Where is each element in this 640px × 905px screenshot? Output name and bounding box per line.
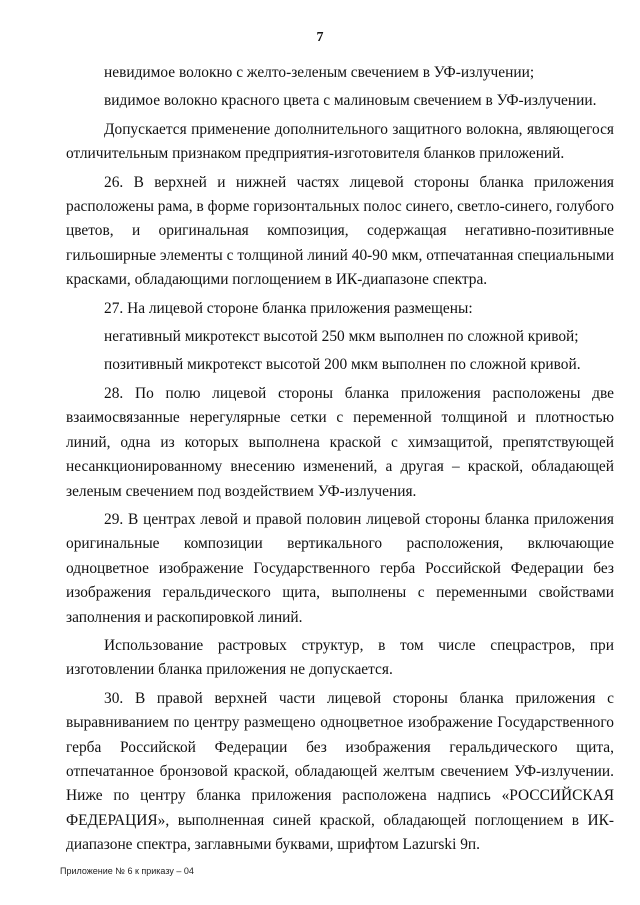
- paragraph-item-26: 26. В верхней и нижней частях лицевой стороны бланка приложения расположены рама, в форме горизонтальных полос синего, светло-синего, голубого цветов, и оригинальная композиция, содержащая негативно-позитивные гильоширные элементы с толщиной линий 40-90 мкм, отпечатанная специальными красками, обладающими поглощением в ИК-диапазоне спектра.: [66, 173, 614, 289]
- paragraph-negative-microtext: негативный микротекст высотой 250 мкм выполнен по сложной кривой;: [104, 328, 579, 346]
- paragraph-item-30: 30. В правой верхней части лицевой стороны бланка приложения с выравниванием по центру размещено одноцветное изображение Государственного герба Российской Федерации без изображения геральдического щита, отпечатанное бронзовой краской, обладающей желтым свечением УФ-излучении. Ниже по центру бланка приложения расположена надпись «РОССИЙСКАЯ ФЕДЕРАЦИЯ», выполненная синей краской, обладающей поглощением в ИК-диапазоне спектра, заглавными буквами, шрифтом Lazurski 9п.: [66, 689, 614, 854]
- paragraph-visible-fiber: видимое волокно красного цвета с малиновым свечением в УФ-излучении.: [104, 92, 597, 110]
- document-body: [66, 61, 614, 858]
- paragraph-item-27: 27. На лицевой стороне бланка приложения размещены:: [104, 299, 473, 317]
- page-footer: Приложение № 6 к приказу – 04: [60, 866, 194, 876]
- paragraph-raster-note: Использование растровых структур, в том числе спецрастров, при изготовлении бланка приложения не допускается.: [66, 636, 614, 679]
- paragraph-item-28: 28. По полю лицевой стороны бланка приложения расположены две взаимосвязанные нерегулярные сетки с переменной толщиной и плотностью линий, одна из которых выполнена краской с химзащитой, препятствующей несанкционированному внесению изменений, а другая – краской, обладающей зеленым свечением под воздействием УФ-излучения.: [66, 384, 614, 500]
- paragraph-additional-fiber: Допускается применение дополнительного защитного волокна, являющегося отличительным признаком предприятия-изготовителя бланков приложений.: [66, 120, 614, 163]
- paragraph-invisible-fiber: невидимое волокно с желто-зеленым свечением в УФ-излучении;: [104, 64, 535, 81]
- paragraph-item-29: 29. В центрах левой и правой половин лицевой стороны бланка приложения оригинальные композиции вертикального расположения, включающие одноцветное изображение Государственного герба Российской Федерации без изображения геральдического щита, выполнены с переменными свойствами заполнения и раскопировкой линий.: [66, 510, 614, 626]
- paragraph-positive-microtext: позитивный микротекст высотой 200 мкм выполнен по сложной кривой.: [104, 356, 581, 374]
- page-number: 7: [316, 30, 324, 45]
